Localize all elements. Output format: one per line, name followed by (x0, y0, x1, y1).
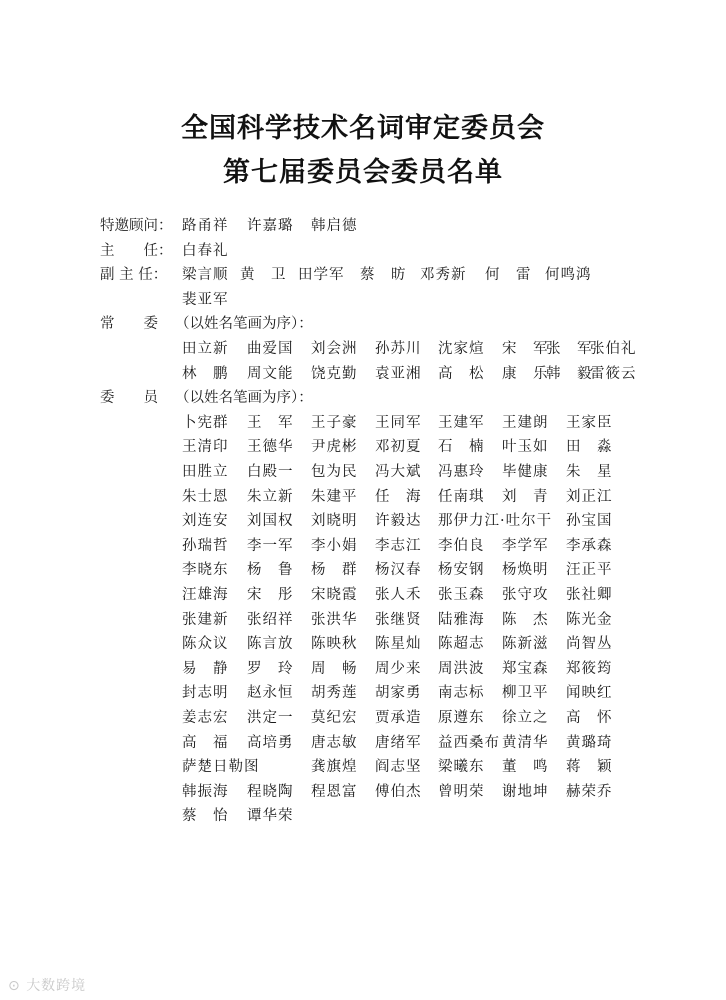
person-name: 谢地坤 (502, 783, 549, 800)
person-name: 沈家煊 (438, 341, 485, 357)
person-name: 张洪华 (311, 611, 358, 628)
person-name: 任南琪 (438, 488, 485, 505)
person-name: 白殿一 (247, 464, 294, 480)
person-name: 程恩富 (311, 783, 358, 800)
person-name: 邓初夏 (375, 439, 422, 456)
person-name: 李伯良 (438, 537, 485, 554)
person-name: 郑筱筠 (566, 660, 613, 677)
person-name: 朱士恩 (182, 488, 229, 505)
person-name: 杨 鲁 (247, 562, 294, 579)
person-name: 陆雅海 (438, 611, 485, 628)
person-name: 赵永恒 (247, 685, 294, 702)
deputy-directors-label: 副 主 任： (100, 267, 168, 284)
person-name: 高培勇 (247, 734, 294, 751)
person-name: 刘正江 (566, 488, 613, 505)
person-name: 蒋 颖 (566, 759, 613, 776)
person-name: 唐绪军 (375, 734, 422, 751)
document-title-line-1: 全国科学技术名词审定委员会 (181, 113, 545, 144)
person-name: 张继贤 (375, 611, 422, 628)
person-name: 高 福 (182, 734, 229, 751)
person-name: 饶克勤 (311, 365, 358, 382)
person-name: 杨汉春 (375, 562, 422, 579)
person-name: 傅伯杰 (375, 783, 422, 800)
person-name: 梁言顺 (182, 267, 229, 284)
person-name: 田立新 (182, 341, 229, 357)
person-name: 原遵东 (438, 710, 485, 726)
person-name: 路甬祥 (182, 218, 229, 234)
person-name: 石 楠 (438, 439, 485, 456)
person-name: 刘 青 (502, 488, 549, 505)
person-name: 封志明 (182, 685, 229, 702)
person-name: 李承森 (566, 537, 613, 554)
person-name: 朱建平 (311, 488, 358, 505)
person-name: 闻映红 (566, 685, 613, 702)
person-name: 陈新滋 (502, 636, 549, 653)
person-name: 黄 卫 (240, 267, 287, 284)
person-name: 易 静 (182, 660, 229, 677)
person-name: 黄清华 (502, 734, 549, 751)
person-name: 龚旗煌 (311, 759, 358, 776)
person-name: 陈光金 (566, 611, 613, 628)
person-name: 王清印 (182, 439, 229, 456)
person-name: 李晓东 (182, 562, 229, 579)
person-name: 李志江 (375, 537, 422, 554)
person-name: 李小娟 (311, 537, 358, 554)
person-name: 罗 玲 (247, 660, 294, 677)
person-name: 周文能 (247, 365, 294, 382)
person-name: 黄璐琦 (566, 734, 613, 751)
person-name: 尚智丛 (566, 636, 613, 653)
person-name: 杨焕明 (502, 562, 549, 579)
person-name: 陈映秋 (311, 636, 358, 653)
person-name: 毕健康 (502, 464, 549, 480)
members-sort-note: （以姓名笔画为序）： (175, 390, 313, 407)
person-name: 宋 军 (502, 341, 549, 357)
person-name: 叶玉如 (502, 439, 549, 456)
person-name: 袁亚湘 (375, 365, 422, 382)
person-name: 田 淼 (566, 439, 613, 456)
person-name: 高 怀 (566, 710, 613, 726)
person-name: 汪正平 (566, 562, 613, 579)
person-name: 赫荣乔 (566, 783, 613, 800)
person-name: 王建军 (438, 414, 485, 431)
document-title-line-2: 第七届委员会委员名单 (223, 157, 503, 188)
watermark-logo (8, 975, 86, 995)
person-name: 刘国权 (247, 513, 294, 530)
standing-committee-sort-note: （以姓名笔画为序）： (175, 316, 313, 333)
person-name: 周洪波 (438, 660, 485, 677)
person-name: 韩启德 (311, 218, 358, 234)
person-name: 姜志宏 (182, 710, 229, 726)
person-name: 张社卿 (566, 587, 613, 603)
person-name: 董 鸣 (502, 759, 549, 776)
person-name: 孙苏川 (375, 341, 422, 357)
person-name: 王子豪 (311, 414, 358, 431)
person-name: 刘连安 (182, 513, 229, 530)
person-name: 莫纪宏 (311, 710, 358, 726)
person-name: 曲爱国 (247, 341, 294, 357)
person-name: 张伯礼 (590, 341, 637, 357)
person-name: 杨安钢 (438, 562, 485, 579)
person-name: 康 乐 (502, 365, 549, 382)
person-name: 益西桑布 (438, 734, 500, 751)
person-name: 王建朗 (502, 414, 549, 431)
person-name: 孙宝国 (566, 513, 613, 530)
person-name: 李学军 (502, 537, 549, 554)
person-name: 贾承造 (375, 710, 422, 726)
person-name: 韩振海 (182, 783, 229, 800)
watermark-icon: ⊙ (8, 978, 27, 994)
person-name: 田胜立 (182, 464, 229, 480)
person-name: 雷筱云 (590, 365, 637, 382)
person-name: 蔡 怡 (182, 808, 229, 825)
person-name: 南志标 (438, 685, 485, 702)
person-name: 曾明荣 (438, 783, 485, 800)
watermark-text: 大数跨境 (26, 978, 87, 994)
person-name: 韩 毅 (546, 365, 593, 382)
person-name: 程晓陶 (247, 783, 294, 800)
person-name: 杨 群 (311, 562, 358, 579)
person-name: 王 军 (247, 414, 294, 431)
person-name: 唐志敏 (311, 734, 358, 751)
person-name: 汪雄海 (182, 587, 229, 603)
person-name: 周 畅 (311, 660, 358, 677)
person-name: 尹虎彬 (311, 439, 358, 456)
director-label: 主 任： (100, 242, 173, 259)
person-name: 白春礼 (182, 242, 229, 259)
person-name: 刘会洲 (311, 341, 358, 357)
person-name: 宋晓霞 (311, 587, 358, 603)
person-name: 胡家勇 (375, 685, 422, 702)
person-name: 张守攻 (502, 587, 549, 603)
person-name: 卜宪群 (182, 414, 229, 431)
person-name: 李一军 (247, 537, 294, 554)
person-name: 朱 星 (566, 464, 613, 480)
person-name: 蔡 昉 (360, 267, 407, 284)
person-name: 萨楚日勒图 (182, 759, 260, 776)
person-name: 冯惠玲 (438, 464, 485, 480)
person-name: 那伊力江·吐尔干 (438, 513, 553, 530)
person-name: 陈超志 (438, 636, 485, 653)
person-name: 柳卫平 (502, 685, 549, 702)
advisors-label: 特邀顾问： (100, 218, 173, 234)
person-name: 高 松 (438, 365, 485, 382)
person-name: 陈 杰 (502, 611, 549, 628)
person-name: 王德华 (247, 439, 294, 456)
person-name: 张绍祥 (247, 611, 294, 628)
person-name: 裴亚军 (182, 291, 229, 308)
person-name: 陈言放 (247, 636, 294, 653)
person-name: 何鸣鸿 (545, 267, 592, 284)
person-name: 田学军 (298, 267, 345, 284)
person-name: 陈众议 (182, 636, 229, 653)
person-name: 朱立新 (247, 488, 294, 505)
person-name: 陈星灿 (375, 636, 422, 653)
person-name: 许嘉璐 (247, 218, 294, 234)
person-name: 任 海 (375, 488, 422, 505)
person-name: 洪定一 (247, 710, 294, 726)
person-name: 阎志坚 (375, 759, 422, 776)
person-name: 张 军 (546, 341, 593, 357)
standing-committee-label: 常 委 (100, 316, 158, 333)
person-name: 许毅达 (375, 513, 422, 530)
person-name: 张人禾 (375, 587, 422, 603)
person-name: 邓秀新 (420, 267, 467, 284)
person-name: 刘晓明 (311, 513, 358, 530)
person-name: 周少来 (375, 660, 422, 677)
person-name: 徐立之 (502, 710, 549, 726)
person-name: 林 鹏 (182, 365, 229, 382)
person-name: 王同军 (375, 414, 422, 431)
person-name: 谭华荣 (247, 808, 294, 825)
person-name: 张玉森 (438, 587, 485, 603)
members-label: 委 员 (100, 390, 158, 407)
person-name: 胡秀莲 (311, 685, 358, 702)
person-name: 张建新 (182, 611, 229, 628)
person-name: 郑宝森 (502, 660, 549, 677)
person-name: 冯大斌 (375, 464, 422, 480)
person-name: 梁曦东 (438, 759, 485, 776)
person-name: 孙瑞哲 (182, 537, 229, 554)
person-name: 何 雷 (485, 267, 532, 284)
person-name: 包为民 (311, 464, 358, 480)
person-name: 王家臣 (566, 414, 613, 431)
person-name: 宋 彤 (247, 587, 294, 603)
